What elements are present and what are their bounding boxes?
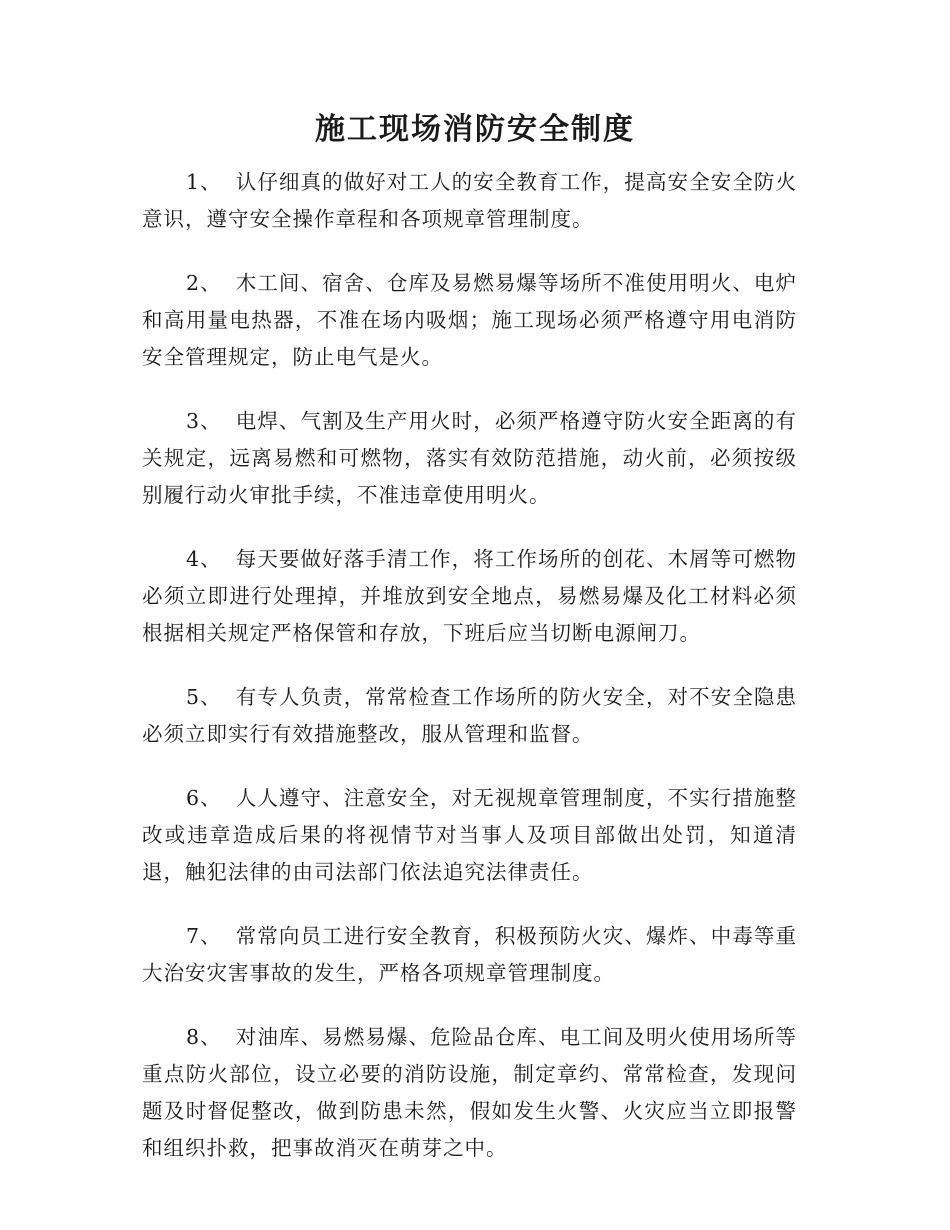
paragraph-text: 每天要做好落手清工作，将工作场所的创花、木屑等可燃物必须立即进行处理掉，并堆放到安全地点，易燃易爆及化工材料必须根据相关规定严格保管和存放，下班后应当切断电源闸刀。 (142, 547, 798, 645)
paragraph-1 (142, 164, 797, 238)
paragraph-text: 木工间、宿舍、仓库及易燃易爆等场所不准使用明火、电炉和高用量电热器，不准在场内吸烟；施工现场必须严格遵守用电消防安全管理规定，防止电气是火。 (142, 271, 798, 369)
paragraph-3 (142, 403, 797, 514)
paragraph-number: 7、 (186, 924, 222, 948)
paragraph-2 (142, 265, 797, 376)
paragraph-text: 电焊、气割及生产用火时，必须严格遵守防火安全距离的有关规定，远离易燃和可燃物，落实有效防范措施，动火前，必须按级别履行动火审批手续，不准违章使用明火。 (142, 409, 798, 507)
paragraph-number: 8、 (186, 1025, 222, 1049)
document-body (142, 164, 797, 1194)
paragraph-6 (142, 780, 797, 891)
paragraph-number: 4、 (186, 547, 222, 571)
paragraph-7 (142, 918, 797, 992)
paragraph-8 (142, 1019, 797, 1167)
paragraph-4 (142, 541, 797, 652)
paragraph-text: 认仔细真的做好对工人的安全教育工作，提高安全安全防火意识，遵守安全操作章程和各项规章管理制度。 (142, 170, 798, 231)
paragraph-number: 2、 (186, 271, 222, 295)
paragraph-number: 5、 (186, 685, 222, 709)
paragraph-text: 常常向员工进行安全教育，积极预防火灾、爆炸、中毒等重大治安灾害事故的发生，严格各项规章管理制度。 (142, 924, 798, 985)
paragraph-text: 人人遵守、注意安全，对无视规章管理制度，不实行措施整改或违章造成后果的将视情节对当事人及项目部做出处罚，知道清退，触犯法律的由司法部门依法追究法律责任。 (142, 786, 798, 884)
paragraph-text: 有专人负责，常常检查工作场所的防火安全，对不安全隐患必须立即实行有效措施整改，服从管理和监督。 (142, 685, 798, 746)
paragraph-number: 6、 (186, 786, 222, 810)
document-title: 施工现场消防安全制度 (315, 112, 635, 147)
paragraph-number: 1、 (186, 170, 222, 194)
paragraph-5 (142, 679, 797, 753)
paragraph-number: 3、 (186, 409, 222, 433)
paragraph-text: 对油库、易燃易爆、危险品仓库、电工间及明火使用场所等重点防火部位，设立必要的消防设施，制定章约、常常检查，发现问题及时督促整改，做到防患未然，假如发生火警、火灾应当立即报警和组织扑救，把事故消灭在萌芽之中。 (142, 1025, 798, 1160)
